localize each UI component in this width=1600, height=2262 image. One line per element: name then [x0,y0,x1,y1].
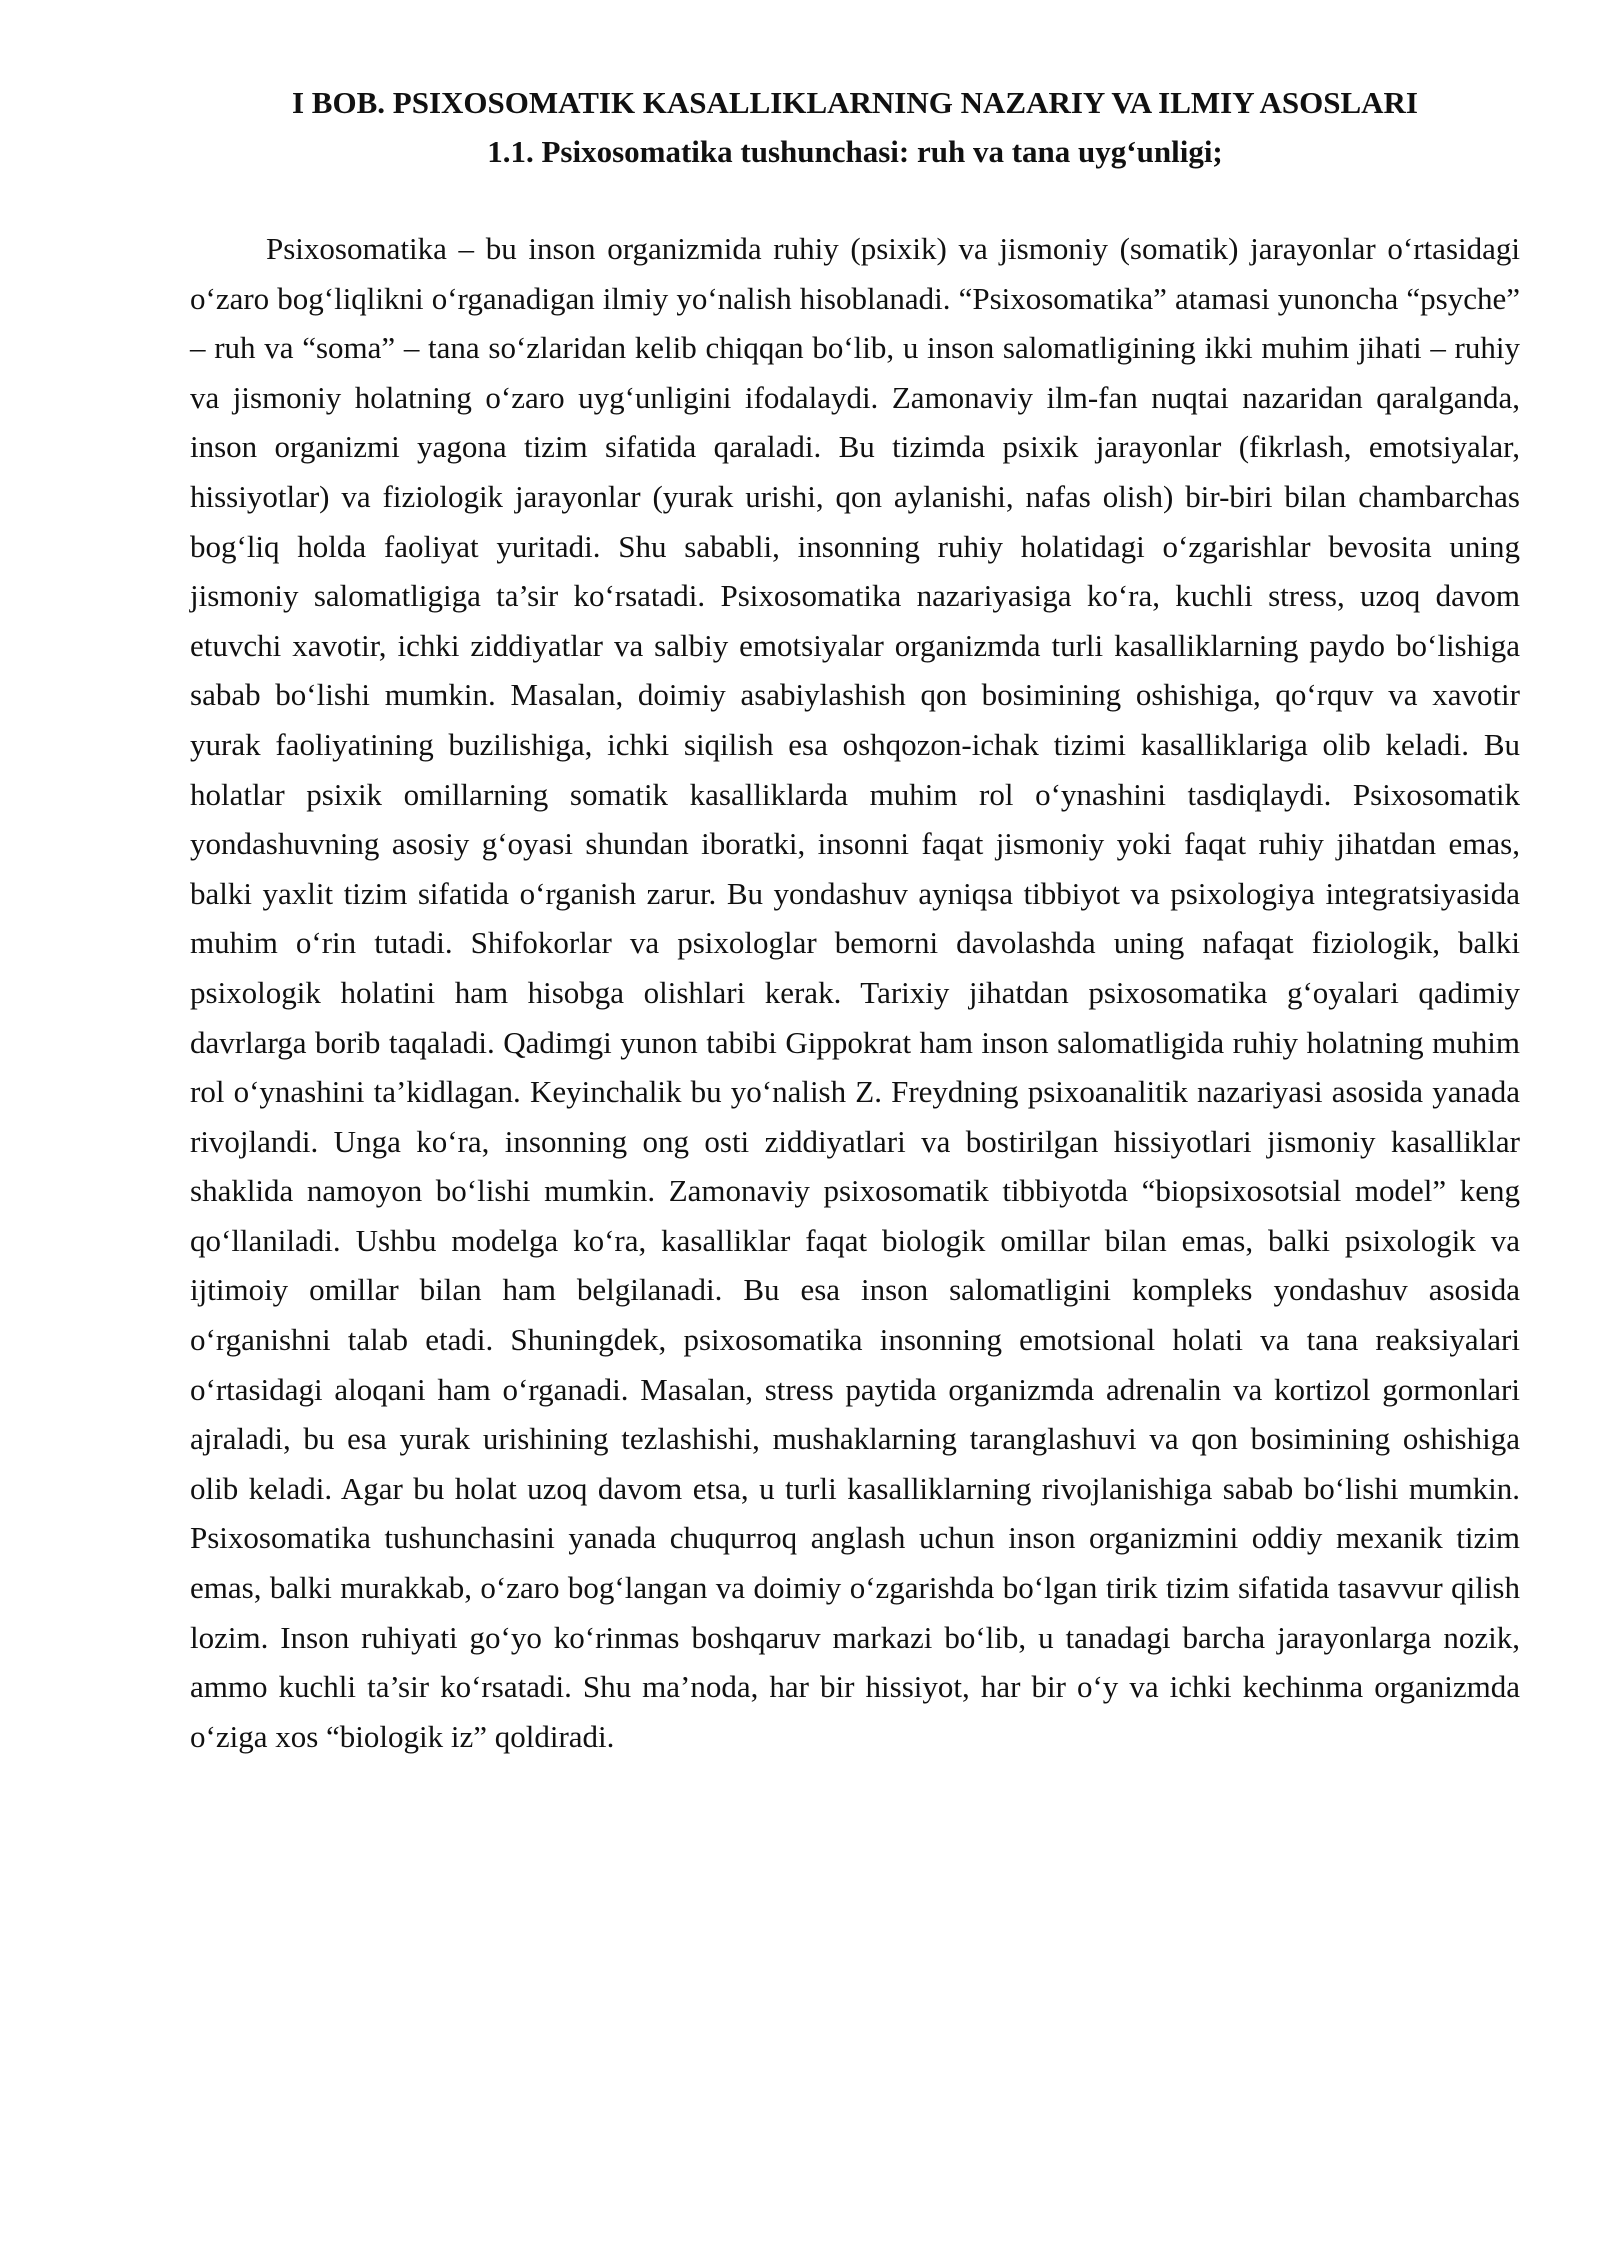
body-paragraph: Psixosomatika – bu inson organizmida ruhiy (psixik) va jismoniy (somatik) jarayonlar oʻrtasidagi oʻzaro bogʻliqlikni oʻrganadigan ilmiy yoʻnalish hisoblanadi. “Psixosomatika” atamasi yunoncha “psyche” – ruh va “soma” – tana soʻzlaridan kelib chiqqan boʻlib, u inson salomatligining ikki muhim jihati – ruhiy va jismoniy holatning oʻzaro uygʻunligini ifodalaydi. Zamonaviy ilm-fan nuqtai nazaridan qaralganda, inson organizmi yagona tizim sifatida qaraladi. Bu tizimda psixik jarayonlar (fikrlash, emotsiyalar, hissiyotlar) va fiziologik jarayonlar (yurak urishi, qon aylanishi, nafas olish) bir-biri bilan chambarchas bogʻliq holda faoliyat yuritadi. Shu sababli, insonning ruhiy holatidagi oʻzgarishlar bevosita uning jismoniy salomatligiga ta’sir koʻrsatadi. Psixosomatika nazariyasiga koʻra, kuchli stress, uzoq davom etuvchi xavotir, ichki ziddiyatlar va salbiy emotsiyalar organizmda turli kasalliklarning paydo boʻlishiga sabab boʻlishi mumkin. Masalan, doimiy asabiylashish qon bosimining oshishiga, qoʻrquv va xavotir yurak faoliyatining buzilishiga, ichki siqilish esa oshqozon-ichak tizimi kasalliklariga olib keladi. Bu holatlar psixik omillarning somatik kasalliklarda muhim rol oʻynashini tasdiqlaydi. Psixosomatik yondashuvning asosiy gʻoyasi shundan iboratki, insonni faqat jismoniy yoki faqat ruhiy jihatdan emas, balki yaxlit tizim sifatida oʻrganish zarur. Bu yondashuv ayniqsa tibbiyot va psixologiya integratsiyasida muhim oʻrin tutadi. Shifokorlar va psixologlar bemorni davolashda uning nafaqat fiziologik, balki psixologik holatini ham hisobga olishlari kerak. Tarixiy jihatdan psixosomatika gʻoyalari qadimiy davrlarga borib taqaladi. Qadimgi yunon tabibi Gippokrat ham inson salomatligida ruhiy holatning muhim rol oʻynashini ta’kidlagan. Keyinchalik bu yoʻnalish Z. Freydning psixoanalitik nazariyasi asosida yanada rivojlandi. Unga koʻra, insonning ong osti ziddiyatlari va bostirilgan hissiyotlari jismoniy kasalliklar shaklida namoyon boʻlishi mumkin. Zamonaviy psixosomatik tibbiyotda “biopsixosotsial model” keng qoʻllaniladi. Ushbu modelga koʻra, kasalliklar faqat biologik omillar bilan emas, balki psixologik va ijtimoiy omillar bilan ham belgilanadi. Bu esa inson salomatligini kompleks yondashuv asosida oʻrganishni talab etadi. Shuningdek, psixosomatika insonning emotsional holati va tana reaksiyalari oʻrtasidagi aloqani ham oʻrganadi. Masalan, stress paytida organizmda adrenalin va kortizol gormonlari ajraladi, bu esa yurak urishining tezlashishi, mushaklarning taranglashuvi va qon bosimining oshishiga olib keladi. Agar bu holat uzoq davom etsa, u turli kasalliklarning rivojlanishiga sabab boʻlishi mumkin. Psixosomatika tushunchasini yanada chuqurroq anglash uchun inson organizmini oddiy mexanik tizim emas, balki murakkab, oʻzaro bogʻlangan va doimiy oʻzgarishda boʻlgan tirik tizim sifatida tasavvur qilish lozim. Inson ruhiyati goʻyo koʻrinmas boshqaruv markazi boʻlib, u tanadagi barcha jarayonlarga nozik, ammo kuchli ta’sir koʻrsatadi. Shu ma’noda, har bir hissiyot, har bir oʻy va ichki kechinma organizmda oʻziga xos “biologik iz” qoldiradi. [190,231,1520,1754]
heading-spacer [190,176,1520,224]
chapter-title: I BOB. PSIXOSOMATIK KASALLIKLARNING NAZARIY VA ILMIY ASOSLARI [291,85,1418,120]
document-page [190,78,1520,1761]
section-title: 1.1. Psixosomatika tushunchasi: ruh va tana uygʻunligi; [487,134,1223,169]
